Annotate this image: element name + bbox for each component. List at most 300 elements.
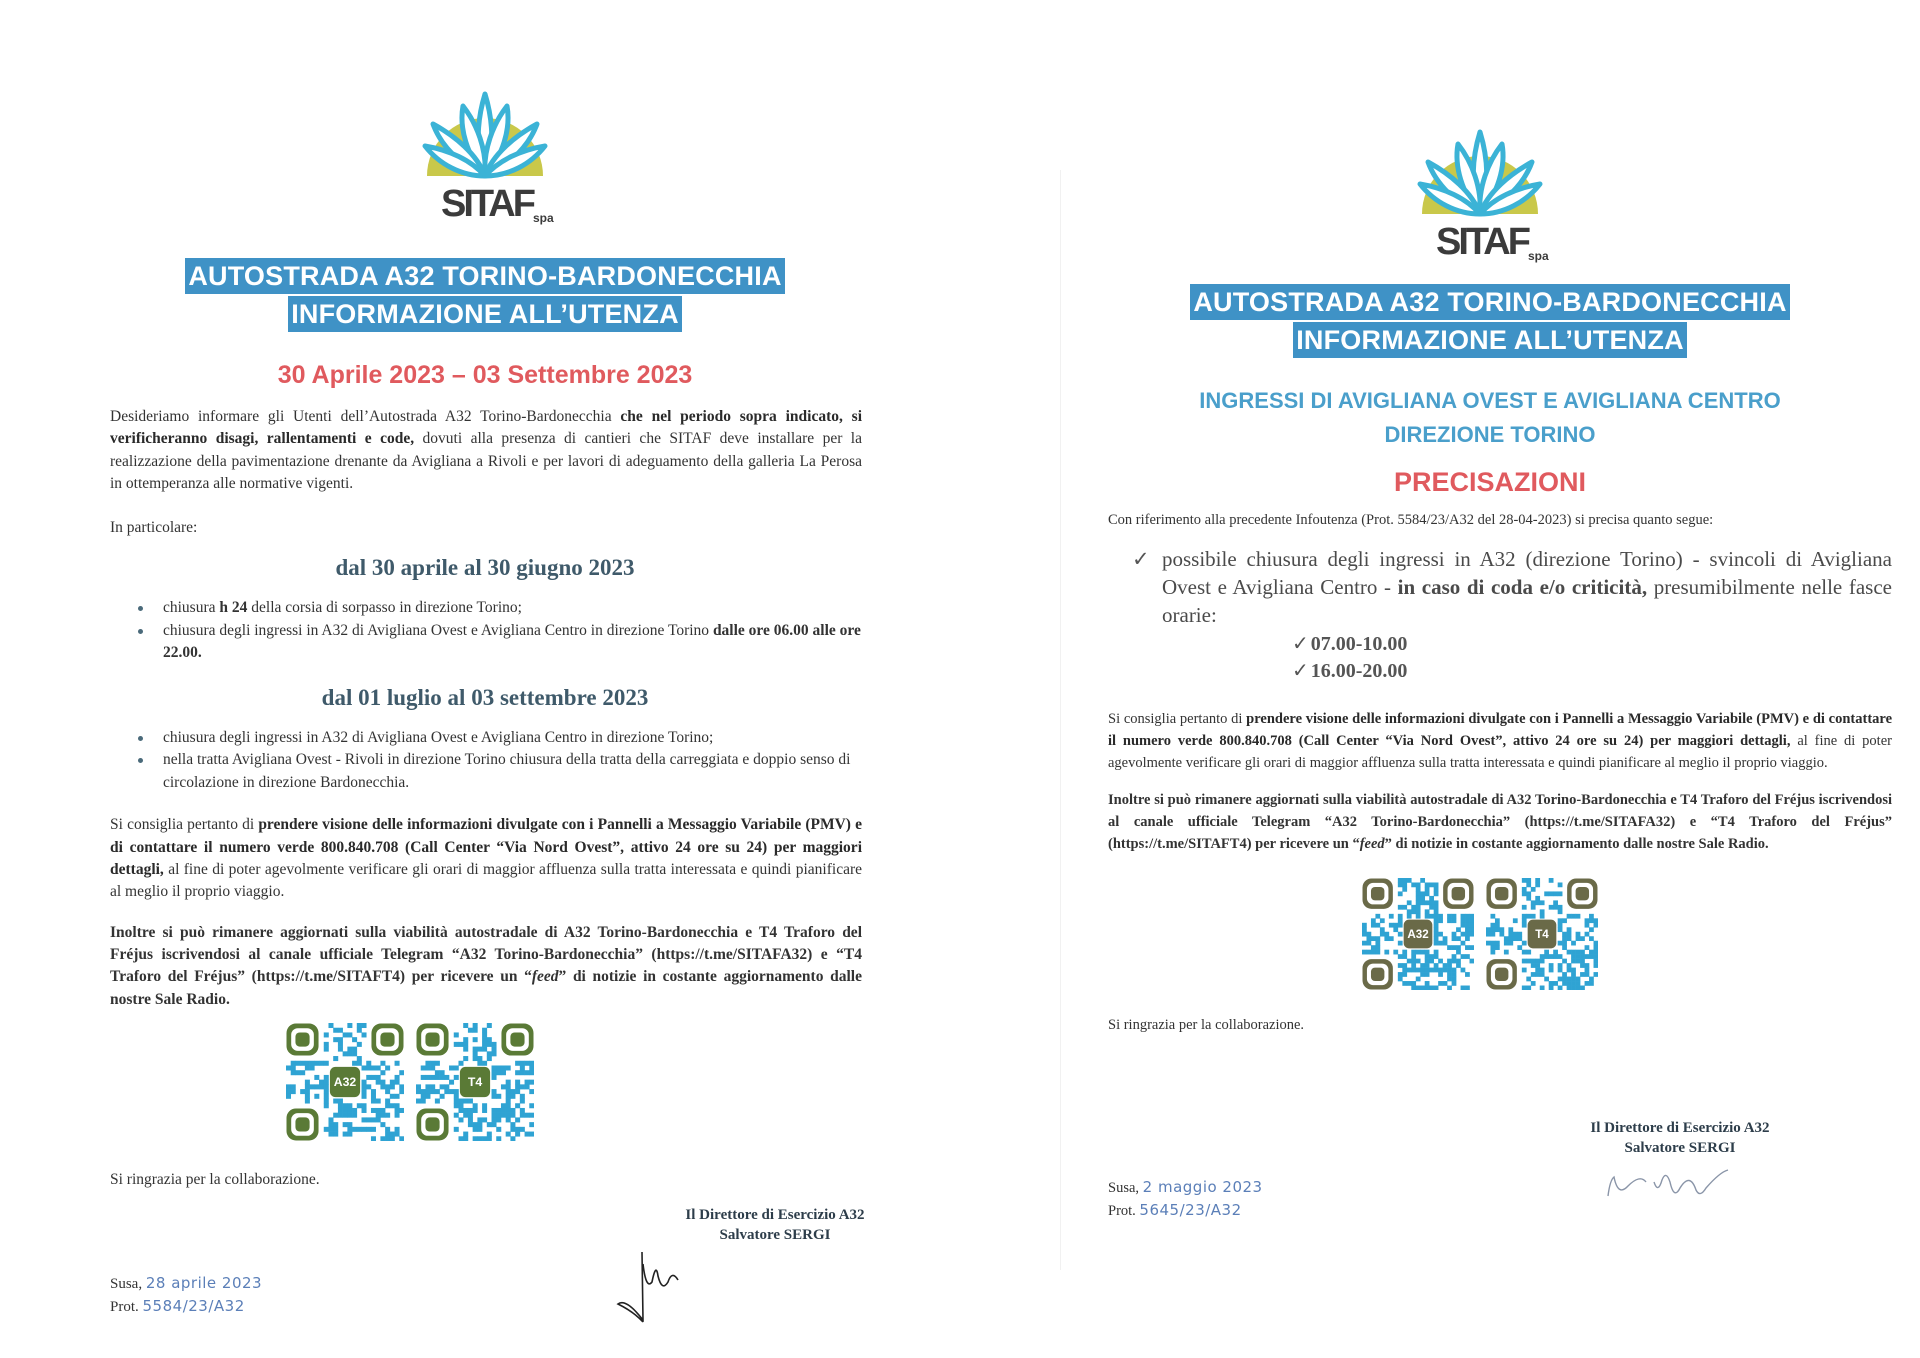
list-item: chiusura degli ingressi in A32 di Avigliana Ovest e Avigliana Centro in direzione Torino;	[118, 727, 863, 750]
period-2-heading: dal 01 luglio al 03 settembre 2023	[321, 684, 649, 710]
qr-module	[1580, 954, 1585, 959]
qr-module	[1425, 891, 1430, 896]
qr-module	[477, 1046, 482, 1051]
qr-module	[1398, 932, 1403, 937]
qr-module	[435, 1070, 440, 1075]
qr-module	[1438, 972, 1443, 977]
qr-module	[1540, 914, 1545, 919]
sitaf-logo-graphic	[1400, 118, 1560, 268]
qr-module	[390, 1103, 395, 1108]
qr-module	[473, 1051, 478, 1056]
qr-module	[1549, 985, 1554, 989]
qr-module	[1486, 941, 1491, 946]
qr-module	[376, 1108, 381, 1113]
qr-module	[1429, 900, 1434, 905]
qr-module	[449, 1079, 454, 1084]
qr-module	[1443, 981, 1448, 986]
in-particolare-label: In particolare:	[110, 519, 198, 537]
qr-module	[380, 1136, 385, 1141]
qr-module	[492, 1122, 497, 1127]
qr-module	[1362, 941, 1367, 946]
qr-module	[1526, 878, 1531, 883]
qr-module	[328, 1117, 333, 1122]
qr-module	[338, 1103, 343, 1108]
qr-module	[1526, 896, 1531, 901]
qr-module	[444, 1089, 449, 1094]
qr-module	[496, 1094, 501, 1099]
qr-module	[1366, 936, 1371, 941]
qr-module	[1535, 882, 1540, 887]
qr-module	[1402, 949, 1407, 954]
qr-finder-inner	[1371, 967, 1384, 980]
qr-code-a32[interactable]	[286, 1023, 404, 1141]
handwritten-protocol: 5584/23/A32	[142, 1297, 245, 1315]
qr-module	[1411, 958, 1416, 963]
qr-module	[1580, 958, 1585, 963]
advice-paragraph	[110, 814, 862, 903]
qr-module	[324, 1089, 329, 1094]
qr-module	[1371, 945, 1376, 950]
qr-module	[1531, 900, 1536, 905]
qr-module	[1447, 958, 1452, 963]
qr-module	[352, 1127, 357, 1132]
qr-module	[310, 1065, 315, 1070]
qr-module	[362, 1023, 367, 1028]
qr-module	[1398, 954, 1403, 959]
qr-module	[1580, 936, 1585, 941]
qr-module	[395, 1131, 400, 1136]
qr-finder-inner	[295, 1032, 309, 1046]
qr-module	[366, 1075, 371, 1080]
qr-module	[343, 1032, 348, 1037]
qr-module	[1438, 941, 1443, 946]
notice-banner	[100, 258, 870, 334]
qr-module	[473, 1023, 478, 1028]
qr-module	[435, 1075, 440, 1080]
qr-module	[1456, 927, 1461, 932]
qr-module	[1429, 967, 1434, 972]
time-slot-item: ✓ 07.00-10.00	[1292, 633, 1408, 655]
qr-module	[319, 1084, 324, 1089]
qr-module	[1576, 958, 1581, 963]
qr-module	[496, 1113, 501, 1118]
qr-module	[1434, 918, 1439, 923]
qr-module	[1571, 967, 1576, 972]
qr-finder-inner	[425, 1032, 439, 1046]
checkmark-icon: ✓	[1292, 633, 1309, 655]
qr-module	[324, 1103, 329, 1108]
qr-module	[338, 1046, 343, 1051]
qr-module	[385, 1131, 390, 1136]
qr-module	[482, 1046, 487, 1051]
qr-module	[371, 1075, 376, 1080]
qr-module	[380, 1061, 385, 1066]
qr-module	[1416, 909, 1421, 914]
qr-module	[463, 1136, 468, 1141]
qr-finder-inner	[1576, 887, 1589, 900]
qr-module	[1425, 949, 1430, 954]
qr-module	[362, 1094, 367, 1099]
qr-module	[1571, 976, 1576, 981]
qr-module	[1522, 923, 1527, 928]
place-label: Susa,	[1108, 1180, 1140, 1196]
qr-module	[515, 1103, 520, 1108]
qr-module	[1540, 972, 1545, 977]
qr-module	[1576, 976, 1581, 981]
qr-module	[1375, 923, 1380, 928]
qr-module	[1447, 967, 1452, 972]
qr-module	[1411, 981, 1416, 986]
qr-module	[1562, 941, 1567, 946]
qr-module	[362, 1117, 367, 1122]
qr-module	[1434, 887, 1439, 892]
qr-module	[324, 1032, 329, 1037]
qr-module	[487, 1051, 492, 1056]
qr-module	[1425, 972, 1430, 977]
qr-module	[1371, 923, 1376, 928]
qr-module	[1443, 936, 1448, 941]
qr-module	[1456, 949, 1461, 954]
qr-module	[477, 1117, 482, 1122]
checkmark-icon: ✓	[1132, 547, 1150, 571]
qr-module	[1585, 954, 1590, 959]
qr-module	[482, 1028, 487, 1033]
qr-module	[454, 1065, 459, 1070]
qr-module	[1402, 967, 1407, 972]
qr-module	[1447, 985, 1452, 989]
qr-module	[1522, 985, 1527, 989]
telegram-text-2: ” di notizie in costante aggiornamento dalle nostre Sale Radio.	[110, 968, 862, 1008]
qr-module	[1380, 927, 1385, 932]
qr-module	[1589, 927, 1594, 932]
qr-module	[385, 1136, 390, 1141]
qr-module	[395, 1108, 400, 1113]
qr-module	[1585, 963, 1590, 968]
qr-module	[463, 1037, 468, 1042]
qr-module	[366, 1127, 371, 1132]
qr-module	[1567, 932, 1572, 937]
qr-module	[1571, 981, 1576, 986]
qr-module	[399, 1108, 404, 1113]
qr-module	[376, 1117, 381, 1122]
qr-module	[1465, 954, 1470, 959]
qr-module	[1553, 900, 1558, 905]
thanks-text: Si ringrazia per la collaborazione.	[1108, 1016, 1305, 1033]
handwritten-protocol: 5645/23/A32	[1139, 1201, 1242, 1219]
qr-module	[1402, 954, 1407, 959]
qr-module	[399, 1136, 404, 1141]
qr-module	[1416, 891, 1421, 896]
qr-module	[515, 1131, 520, 1136]
qr-module	[1508, 932, 1513, 937]
qr-module	[506, 1131, 511, 1136]
qr-module	[525, 1061, 530, 1066]
qr-module	[1461, 954, 1466, 959]
qr-module	[425, 1089, 430, 1094]
time-slot-item: ✓ 16.00-20.00	[1292, 660, 1408, 682]
qr-module	[1522, 949, 1527, 954]
qr-module	[1416, 887, 1421, 892]
qr-module	[1522, 891, 1527, 896]
qr-module	[482, 1136, 487, 1141]
qr-module	[1531, 914, 1536, 919]
qr-module	[1540, 954, 1545, 959]
qr-module	[1589, 918, 1594, 923]
qr-module	[1425, 914, 1430, 919]
qr-module	[1508, 941, 1513, 946]
left-body	[100, 258, 870, 1191]
qr-module	[1420, 896, 1425, 901]
qr-module	[1571, 972, 1576, 977]
qr-module	[1411, 963, 1416, 968]
qr-module	[357, 1056, 362, 1061]
qr-module	[1522, 967, 1527, 972]
qr-module	[1513, 936, 1518, 941]
qr-module	[1366, 941, 1371, 946]
qr-module	[501, 1103, 506, 1108]
qr-module	[1398, 882, 1403, 887]
qr-module	[291, 1061, 296, 1066]
qr-module	[458, 1136, 463, 1141]
qr-module	[1425, 967, 1430, 972]
qr-module	[1580, 963, 1585, 968]
qr-module	[1576, 936, 1581, 941]
qr-module	[1576, 932, 1581, 937]
handwritten-date: 2 maggio 2023	[1142, 1178, 1263, 1196]
qr-finder-inner	[425, 1117, 439, 1131]
qr-module	[1571, 958, 1576, 963]
qr-module	[1456, 958, 1461, 963]
qr-module	[1461, 985, 1466, 989]
qr-module	[1558, 927, 1563, 932]
qr-module	[477, 1127, 482, 1132]
qr-module	[1465, 936, 1470, 941]
qr-module	[1398, 923, 1403, 928]
qr-module	[1580, 949, 1585, 954]
qr-module	[1531, 958, 1536, 963]
qr-module	[1517, 932, 1522, 937]
qr-module	[1465, 945, 1470, 950]
qr-module	[1375, 936, 1380, 941]
qr-module	[1576, 914, 1581, 919]
qr-module	[463, 1113, 468, 1118]
qr-module	[1447, 945, 1452, 950]
qr-module	[425, 1065, 430, 1070]
qr-module	[1470, 923, 1474, 928]
qr-module	[1398, 905, 1403, 910]
qr-module	[1452, 976, 1457, 981]
qr-module	[506, 1065, 511, 1070]
qr-center-label: A32	[1407, 927, 1429, 941]
qr-module	[357, 1023, 362, 1028]
qr-module	[1407, 967, 1412, 972]
qr-center-label: T4	[467, 1075, 483, 1090]
qr-module	[1461, 918, 1466, 923]
qr-module	[362, 1065, 367, 1070]
qr-module	[1452, 932, 1457, 937]
intro-text-1: Desideriamo informare gli Utenti dell’Autostrada A32 Torino-Bardonecchia	[110, 408, 621, 425]
qr-module	[1447, 976, 1452, 981]
qr-module	[333, 1131, 338, 1136]
qr-module	[376, 1065, 381, 1070]
qr-module	[1362, 923, 1367, 928]
qr-module	[362, 1127, 367, 1132]
qr-module	[421, 1065, 426, 1070]
qr-module	[1438, 914, 1443, 919]
bullet-icon	[138, 629, 143, 634]
qr-module	[1438, 958, 1443, 963]
qr-module	[1571, 949, 1576, 954]
qr-module	[454, 1032, 459, 1037]
qr-module	[1434, 927, 1439, 932]
qr-module	[1402, 981, 1407, 986]
qr-module	[1371, 949, 1376, 954]
qr-module	[1576, 949, 1581, 954]
qr-module	[1504, 936, 1509, 941]
qr-module	[440, 1075, 445, 1080]
qr-module	[463, 1098, 468, 1103]
qr-module	[1452, 972, 1457, 977]
qr-module	[1461, 967, 1466, 972]
qr-module	[525, 1070, 530, 1075]
qr-code-t4[interactable]	[416, 1023, 534, 1141]
qr-module	[425, 1061, 430, 1066]
qr-module	[501, 1113, 506, 1118]
qr-module	[1531, 905, 1536, 910]
qr-finder-inner	[380, 1032, 394, 1046]
qr-module	[454, 1103, 459, 1108]
qr-module	[352, 1051, 357, 1056]
qr-module	[1558, 909, 1563, 914]
qr-module	[506, 1084, 511, 1089]
qr-module	[458, 1061, 463, 1066]
qr-module	[1447, 918, 1452, 923]
qr-module	[1416, 905, 1421, 910]
qr-finder-inner	[1452, 887, 1465, 900]
qr-module	[390, 1094, 395, 1099]
period-1-list	[118, 597, 863, 665]
qr-module	[1362, 949, 1367, 954]
qr-module	[1425, 981, 1430, 986]
subtitle-line-1: INGRESSI DI AVIGLIANA OVEST E AVIGLIANA CENTRO	[1199, 388, 1781, 413]
qr-module	[1594, 963, 1598, 968]
qr-module	[1585, 932, 1590, 937]
qr-module	[347, 1131, 352, 1136]
qr-module	[1522, 905, 1527, 910]
qr-module	[347, 1113, 352, 1118]
qr-module	[1407, 914, 1412, 919]
qr-module	[1470, 927, 1474, 932]
qr-module	[1380, 918, 1385, 923]
qr-module	[482, 1037, 487, 1042]
qr-module	[496, 1127, 501, 1132]
qr-code-a32[interactable]	[1362, 878, 1474, 990]
qr-module	[425, 1075, 430, 1080]
qr-module	[1553, 981, 1558, 986]
qr-module	[477, 1056, 482, 1061]
qr-module	[347, 1122, 352, 1127]
qr-module	[385, 1084, 390, 1089]
qr-module	[506, 1094, 511, 1099]
qr-module	[333, 1037, 338, 1042]
qr-module	[338, 1037, 343, 1042]
qr-module	[1585, 972, 1590, 977]
qr-module	[1531, 981, 1536, 986]
qr-module	[468, 1122, 473, 1127]
qr-module	[1398, 878, 1403, 883]
qr-module	[1420, 972, 1425, 977]
qr-module	[324, 1094, 329, 1099]
qr-module	[1585, 945, 1590, 950]
qr-module	[1384, 932, 1389, 937]
qr-module	[1411, 949, 1416, 954]
qr-module	[435, 1098, 440, 1103]
qr-module	[347, 1108, 352, 1113]
qr-module	[496, 1117, 501, 1122]
qr-module	[1465, 914, 1470, 919]
qr-module	[362, 1032, 367, 1037]
checkmark-icon: ✓	[1292, 660, 1309, 682]
qr-module	[385, 1113, 390, 1118]
qr-module	[328, 1131, 333, 1136]
qr-module	[338, 1028, 343, 1033]
qr-module	[1375, 941, 1380, 946]
qr-module	[1416, 900, 1421, 905]
qr-module	[1526, 958, 1531, 963]
qr-module	[1434, 905, 1439, 910]
qr-module	[1526, 914, 1531, 919]
qr-module	[338, 1113, 343, 1118]
qr-module	[1425, 909, 1430, 914]
qr-module	[305, 1079, 310, 1084]
qr-code-t4[interactable]	[1486, 878, 1598, 990]
qr-module	[430, 1089, 435, 1094]
qr-module	[1562, 918, 1567, 923]
qr-module	[352, 1113, 357, 1118]
qr-module	[1452, 914, 1457, 919]
qr-module	[1526, 891, 1531, 896]
qr-module	[482, 1032, 487, 1037]
advice-text-1: Si consiglia pertanto di	[1108, 711, 1247, 727]
qr-module	[449, 1089, 454, 1094]
qr-module	[1526, 949, 1531, 954]
qr-module	[1461, 932, 1466, 937]
qr-module	[1389, 923, 1394, 928]
qr-module	[1535, 878, 1540, 883]
qr-module	[496, 1065, 501, 1070]
logo-brand-text: SITAF	[441, 183, 533, 225]
qr-module	[395, 1113, 400, 1118]
qr-module	[1434, 985, 1439, 989]
qr-module	[1531, 972, 1536, 977]
qr-module	[343, 1113, 348, 1118]
qr-module	[1522, 878, 1527, 883]
logo-brand-text: SITAF	[1436, 221, 1528, 263]
qr-module	[1470, 918, 1474, 923]
qr-module	[1429, 905, 1434, 910]
qr-module	[1558, 963, 1563, 968]
qr-module	[492, 1117, 497, 1122]
qr-module	[1526, 985, 1531, 989]
qr-module	[477, 1061, 482, 1066]
qr-module	[1461, 923, 1466, 928]
qr-module	[1585, 923, 1590, 928]
qr-module	[380, 1122, 385, 1127]
qr-module	[1452, 918, 1457, 923]
banner-line-2: INFORMAZIONE ALL’UTENZA	[1293, 322, 1687, 358]
qr-module	[295, 1061, 300, 1066]
qr-module	[1526, 976, 1531, 981]
